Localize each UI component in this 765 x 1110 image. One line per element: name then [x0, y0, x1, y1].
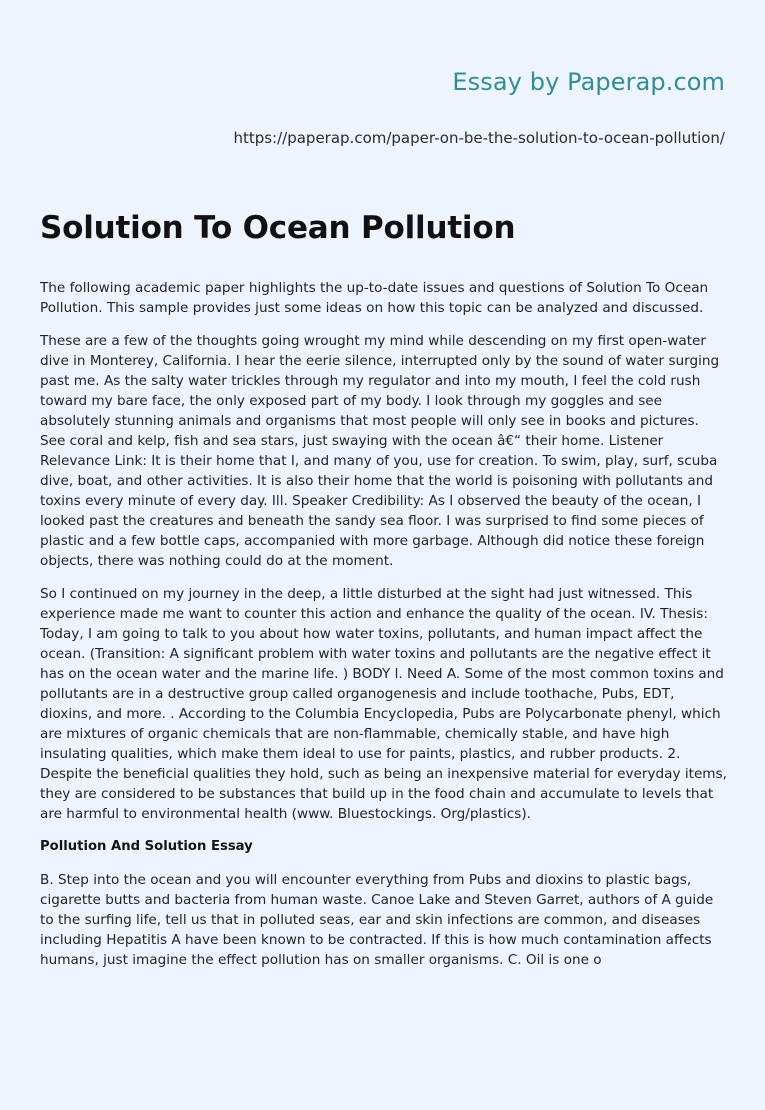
essay-body — [40, 278, 728, 983]
source-url[interactable]: https://paperap.com/paper-on-be-the-solution-to-ocean-pollution/ — [233, 129, 725, 147]
site-brand[interactable]: Essay by Paperap.com — [452, 68, 725, 96]
page-title: Solution To Ocean Pollution — [40, 210, 516, 246]
body-paragraph-2: So I continued on my journey in the deep, a little disturbed at the sight had just witnessed. This experience made me want to counter this action and enhance the quality of the ocean. IV. Thesis: Today, I am going to talk to you about how water toxins, pollutants, and human impact affect the ocean. (Transition: A significant problem with water toxins and pollutants are the negative effect it has on the ocean water and the marine life. ) BODY l. Need A. Some of the most common toxins and pollutants are in a destructive group called organogenesis and include toothache, Pubs, EDT, dioxins, and more. . According to the Columbia Encyclopedia, Pubs are Polycarbonate phenyl, which are mixtures of organic chemicals that are non-flammable, chemically stable, and have high insulating qualities, which make them ideal to use for paints, plastics, and rubber products. 2. Despite the beneficial qualities they hold, such as being an inexpensive material for everyday items, they are considered to be substances that build up in the food chain and accumulate to levels that are harmful to environmental health (www. Bluestockings. Org/plastics). — [40, 586, 727, 822]
section-subheading: Pollution And Solution Essay — [40, 839, 253, 854]
body-paragraph-1: These are a few of the thoughts going wrought my mind while descending on my first open-water dive in Monterey, California. I hear the eerie silence, interrupted only by the sound of water surging past me. As the salty water trickles through my regulator and into my mouth, I feel the cold rush toward my bare face, the only exposed part of my body. I look through my goggles and see absolutely stunning animals and organisms that most people will only see in books and pictures. See coral and kelp, fish and sea stars, just swaying with the ocean â€“ their home. Listener Relevance Link: It is their home that I, and many of you, use for creation. To swim, play, surf, scuba dive, boat, and other activities. It is also their home that the world is poisoning with pollutants and toxins every minute of every day. Ill. Speaker Credibility: As I observed the beauty of the ocean, I looked past the creatures and beneath the sandy sea floor. I was surprised to find some pieces of plastic and a few bottle caps, accompanied with more garbage. Although did notice these foreign objects, there was nothing could do at the moment. — [40, 333, 720, 569]
body-paragraph-3: B. Step into the ocean and you will encounter everything from Pubs and dioxins to plastic bags, cigarette butts and bacteria from human waste. Canoe Lake and Steven Garret, authors of A guide to the surfing life, tell us that in polluted seas, ear and skin infections are common, and diseases including Hepatitis A have been known to be contracted. If this is how much contamination affects humans, just imagine the effect pollution has on smaller organisms. C. Oil is one o — [40, 872, 714, 968]
intro-paragraph: The following academic paper highlights the up-to-date issues and questions of Solution To Ocean Pollution. This sample provides just some ideas on how this topic can be analyzed and discussed. — [40, 280, 709, 316]
